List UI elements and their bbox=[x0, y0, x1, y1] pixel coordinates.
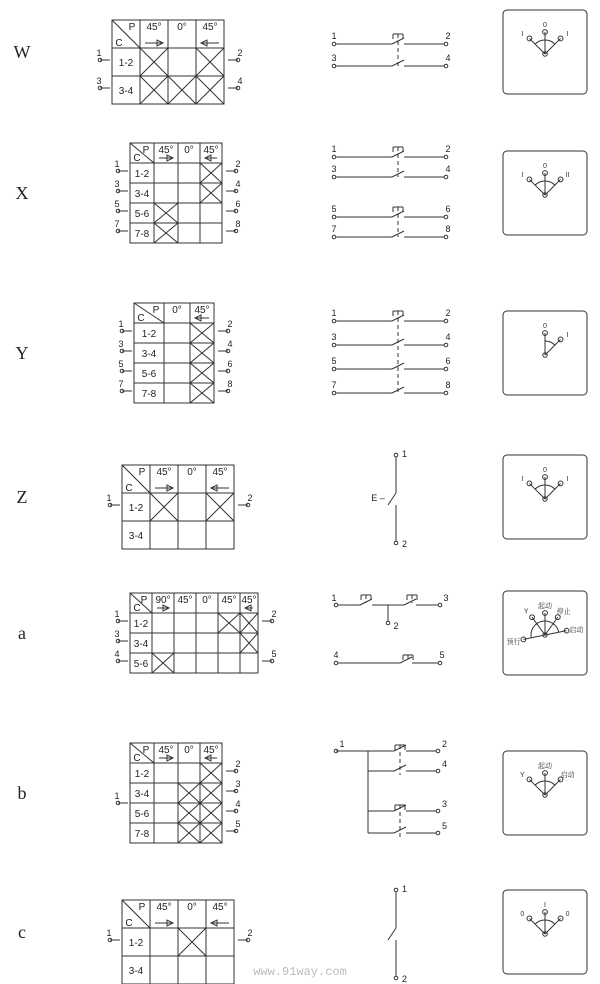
circuit-label: 3-4 bbox=[133, 639, 149, 650]
dial-position-label: 启动 bbox=[560, 771, 575, 779]
terminal-dot bbox=[332, 367, 336, 371]
angle-label: 45° bbox=[203, 745, 219, 756]
terminal-number: 2 bbox=[235, 759, 241, 769]
diagram-row-Z bbox=[17, 449, 588, 549]
terminal-number: 5 bbox=[118, 359, 124, 369]
header-c: C bbox=[125, 483, 133, 494]
terminal-number: 1 bbox=[331, 308, 337, 318]
terminal-number: 2 bbox=[227, 319, 233, 329]
terminal-number: 3 bbox=[331, 53, 337, 63]
terminal-dot bbox=[332, 64, 336, 68]
terminal-dot bbox=[444, 155, 448, 159]
terminal-number: 5 bbox=[235, 819, 241, 829]
header-p: P bbox=[140, 595, 148, 606]
terminal-dot bbox=[394, 888, 398, 892]
circuit-label: 5-6 bbox=[141, 369, 157, 380]
terminal-number: 3 bbox=[235, 779, 241, 789]
terminal-number: 1 bbox=[331, 31, 337, 41]
terminal-number: 1 bbox=[118, 319, 124, 329]
header-c: C bbox=[115, 38, 123, 49]
dial-position-label: 0 bbox=[565, 910, 570, 918]
terminal-number: 6 bbox=[227, 359, 233, 369]
terminal-dot bbox=[436, 831, 440, 835]
terminal-number: 2 bbox=[237, 48, 243, 58]
header-p: P bbox=[138, 467, 146, 478]
terminal-number: 7 bbox=[114, 219, 120, 229]
terminal-number: 5 bbox=[442, 821, 448, 831]
dial-arm bbox=[529, 918, 545, 934]
dial-position-label: I bbox=[566, 331, 569, 339]
terminal-number: 2 bbox=[247, 493, 253, 503]
header-c: C bbox=[133, 603, 141, 614]
dial-arm bbox=[523, 635, 545, 639]
angle-label: 45° bbox=[194, 305, 210, 316]
terminal-number: 4 bbox=[114, 649, 120, 659]
terminal-dot bbox=[394, 976, 398, 980]
dial-contact bbox=[527, 916, 532, 921]
circuit-label: 1-2 bbox=[134, 769, 150, 780]
angle-label: 45° bbox=[158, 745, 174, 756]
row-label: X bbox=[15, 183, 29, 203]
dial-position-label: Y bbox=[523, 608, 529, 616]
dial-arm bbox=[529, 179, 545, 195]
terminal-dot bbox=[394, 453, 398, 457]
angle-label: 45° bbox=[156, 467, 172, 478]
angle-label: 0° bbox=[172, 305, 182, 316]
dial-position-label: I bbox=[521, 171, 524, 179]
terminal-number: 4 bbox=[235, 799, 241, 809]
switch-blade bbox=[400, 657, 412, 663]
terminal-number: 3 bbox=[96, 76, 102, 86]
switch-blade bbox=[388, 493, 396, 505]
diagram-row-W bbox=[14, 10, 588, 104]
terminal-number: 3 bbox=[443, 593, 449, 603]
circuit-label: 3-4 bbox=[128, 531, 144, 542]
terminal-number: 2 bbox=[445, 308, 451, 318]
dial-position-label: 起动 bbox=[538, 603, 552, 610]
header-p: P bbox=[152, 305, 160, 316]
terminal-dot bbox=[444, 235, 448, 239]
header-c: C bbox=[133, 153, 141, 164]
circuit-label: 7-8 bbox=[141, 389, 157, 400]
circuit-label: 1-2 bbox=[134, 169, 150, 180]
circuit-label: 3-4 bbox=[118, 86, 134, 97]
dial-arm bbox=[545, 483, 561, 499]
dial-position-label: 启动 bbox=[569, 627, 584, 635]
terminal-number: 1 bbox=[339, 739, 345, 749]
dial-position-label: 0 bbox=[520, 910, 525, 918]
circuit-label: 1-2 bbox=[133, 619, 149, 630]
terminal-number: 1 bbox=[106, 493, 112, 503]
diagram-row-a bbox=[18, 591, 587, 675]
header-p: P bbox=[138, 902, 146, 913]
row-label: Z bbox=[16, 487, 28, 507]
dial-arm bbox=[545, 179, 561, 195]
terminal-number: 2 bbox=[402, 974, 408, 984]
terminal-number: 2 bbox=[402, 539, 408, 549]
terminal-number: 6 bbox=[445, 204, 451, 214]
terminal-number: 2 bbox=[271, 609, 277, 619]
terminal-number: 1 bbox=[106, 928, 112, 938]
terminal-number: 5 bbox=[439, 650, 445, 660]
terminal-number: 8 bbox=[235, 219, 241, 229]
terminal-dot bbox=[332, 155, 336, 159]
terminal-dot bbox=[332, 175, 336, 179]
terminal-number: 1 bbox=[114, 791, 120, 801]
header-c: C bbox=[137, 313, 145, 324]
terminal-number: 8 bbox=[445, 380, 451, 390]
terminal-dot bbox=[438, 661, 442, 665]
circuit-label: 5-6 bbox=[133, 659, 149, 670]
terminal-number: 4 bbox=[333, 650, 339, 660]
dial-contact bbox=[527, 36, 532, 41]
terminal-number: 7 bbox=[331, 380, 337, 390]
terminal-dot bbox=[334, 603, 338, 607]
terminal-number: 5 bbox=[331, 204, 337, 214]
row-label: a bbox=[18, 623, 26, 643]
angle-label: 45° bbox=[241, 595, 257, 606]
terminal-dot bbox=[332, 391, 336, 395]
terminal-dot bbox=[436, 769, 440, 773]
terminal-number: 3 bbox=[114, 629, 120, 639]
circuit-label: 1-2 bbox=[118, 58, 134, 69]
dial-arm bbox=[545, 38, 561, 54]
circuit-label: 3-4 bbox=[134, 189, 150, 200]
terminal-dot bbox=[444, 391, 448, 395]
dial-position-label: I bbox=[521, 475, 524, 483]
dial-position-label: 0 bbox=[543, 467, 547, 474]
terminal-number: 5 bbox=[114, 199, 120, 209]
header-p: P bbox=[142, 145, 150, 156]
terminal-number: 3 bbox=[114, 179, 120, 189]
dial-position-label: 0 bbox=[543, 22, 547, 29]
terminal-dot bbox=[444, 215, 448, 219]
angle-label: 45° bbox=[221, 595, 237, 606]
dial-contact bbox=[527, 177, 532, 182]
dial-position-label: 0 bbox=[543, 323, 547, 330]
diagram-row-b bbox=[18, 739, 588, 843]
terminal-number: 1 bbox=[96, 48, 102, 58]
circuit-label: 3-4 bbox=[134, 789, 150, 800]
angle-label: 0° bbox=[177, 22, 187, 33]
terminal-number: 4 bbox=[237, 76, 243, 86]
dial-position-label: 0 bbox=[543, 163, 547, 170]
terminal-dot bbox=[444, 367, 448, 371]
circuit-label: 7-8 bbox=[134, 229, 150, 240]
angle-label: 45° bbox=[158, 145, 174, 156]
dial-arm bbox=[529, 483, 545, 499]
dial-position-label: I bbox=[566, 30, 569, 38]
terminal-number: 1 bbox=[402, 449, 408, 459]
diagram-row-Y bbox=[16, 303, 588, 403]
dial-arm bbox=[545, 339, 561, 355]
terminal-number: 5 bbox=[271, 649, 277, 659]
angle-label: 45° bbox=[212, 467, 228, 478]
angle-label: 45° bbox=[146, 22, 162, 33]
angle-label: 0° bbox=[187, 467, 197, 478]
terminal-number: 7 bbox=[118, 379, 124, 389]
diagram-row-X bbox=[16, 143, 588, 243]
row-label: W bbox=[13, 42, 31, 62]
row-label: b bbox=[17, 783, 27, 803]
circuit-label: 5-6 bbox=[134, 809, 150, 820]
terminal-number: 2 bbox=[445, 31, 451, 41]
switch-blade bbox=[404, 599, 416, 605]
terminal-dot bbox=[332, 319, 336, 323]
switch-mark: E – bbox=[371, 493, 385, 503]
circuit-label: 7-8 bbox=[134, 829, 150, 840]
terminal-number: 3 bbox=[331, 164, 337, 174]
terminal-number: 7 bbox=[331, 224, 337, 234]
switch-blade bbox=[388, 928, 396, 940]
terminal-dot bbox=[436, 749, 440, 753]
terminal-number: 4 bbox=[227, 339, 233, 349]
terminal-number: 4 bbox=[445, 332, 451, 342]
row-label: Y bbox=[15, 343, 29, 363]
angle-label: 0° bbox=[184, 145, 194, 156]
terminal-dot bbox=[436, 809, 440, 813]
terminal-number: 4 bbox=[442, 759, 448, 769]
terminal-dot bbox=[444, 343, 448, 347]
terminal-dot bbox=[394, 541, 398, 545]
terminal-number: 4 bbox=[445, 164, 451, 174]
header-c: C bbox=[125, 918, 133, 929]
terminal-dot bbox=[444, 319, 448, 323]
angle-label: 0° bbox=[184, 745, 194, 756]
terminal-number: 3 bbox=[442, 799, 448, 809]
angle-label: 90° bbox=[155, 595, 171, 606]
angle-label: 45° bbox=[203, 145, 219, 156]
watermark-text: www.91way.com bbox=[253, 965, 347, 979]
circuit-label: 5-6 bbox=[134, 209, 150, 220]
terminal-dot bbox=[332, 343, 336, 347]
angle-label: 45° bbox=[212, 902, 228, 913]
circuit-label: 3-4 bbox=[128, 966, 144, 977]
terminal-dot bbox=[444, 175, 448, 179]
terminal-dot bbox=[444, 42, 448, 46]
terminal-number: 3 bbox=[118, 339, 124, 349]
terminal-number: 2 bbox=[247, 928, 253, 938]
terminal-number: 2 bbox=[235, 159, 241, 169]
terminal-number: 1 bbox=[114, 609, 120, 619]
dial-position-label: 预行 bbox=[506, 638, 521, 646]
dial-arm bbox=[545, 918, 561, 934]
terminal-number: 3 bbox=[331, 332, 337, 342]
terminal-dot bbox=[332, 215, 336, 219]
angle-label: 45° bbox=[202, 22, 218, 33]
dial-position-label: II bbox=[565, 171, 570, 179]
terminal-number: 1 bbox=[331, 593, 337, 603]
dial-arm bbox=[545, 779, 561, 795]
terminal-dot bbox=[386, 621, 390, 625]
terminal-number: 6 bbox=[235, 199, 241, 209]
dial-contact bbox=[527, 777, 532, 782]
circuit-label: 1-2 bbox=[128, 503, 144, 514]
row-label: c bbox=[18, 922, 26, 942]
terminal-dot bbox=[438, 603, 442, 607]
dial-position-label: I bbox=[544, 902, 546, 909]
dial-travel-arc bbox=[545, 341, 555, 345]
dial-contact bbox=[527, 481, 532, 486]
angle-label: 0° bbox=[202, 595, 212, 606]
terminal-dot bbox=[332, 42, 336, 46]
circuit-label: 3-4 bbox=[141, 349, 157, 360]
dial-position-label: Y bbox=[520, 771, 525, 779]
terminal-dot bbox=[444, 64, 448, 68]
terminal-number: 2 bbox=[393, 621, 399, 631]
header-p: P bbox=[142, 745, 150, 756]
terminal-dot bbox=[334, 661, 338, 665]
terminal-number: 1 bbox=[331, 144, 337, 154]
dial-position-label: I bbox=[566, 475, 569, 483]
circuit-label: 1-2 bbox=[128, 938, 144, 949]
angle-label: 45° bbox=[177, 595, 193, 606]
terminal-number: 6 bbox=[445, 356, 451, 366]
terminal-dot bbox=[332, 235, 336, 239]
angle-label: 45° bbox=[156, 902, 172, 913]
dial-position-label: I bbox=[521, 30, 524, 38]
terminal-number: 4 bbox=[445, 53, 451, 63]
terminal-number: 2 bbox=[442, 739, 448, 749]
terminal-number: 5 bbox=[331, 356, 337, 366]
circuit-label: 1-2 bbox=[141, 329, 157, 340]
terminal-number: 8 bbox=[227, 379, 233, 389]
terminal-number: 4 bbox=[235, 179, 241, 189]
dial-position-label: 起动 bbox=[538, 763, 552, 770]
terminal-number: 8 bbox=[445, 224, 451, 234]
terminal-number: 1 bbox=[402, 884, 408, 894]
header-p: P bbox=[128, 22, 136, 33]
dial-contact bbox=[530, 615, 535, 620]
dial-position-label: 停止 bbox=[556, 608, 571, 616]
terminal-number: 1 bbox=[114, 159, 120, 169]
dial-arm bbox=[529, 779, 545, 795]
terminal-number: 2 bbox=[445, 144, 451, 154]
angle-label: 0° bbox=[187, 902, 197, 913]
dial-arm bbox=[529, 38, 545, 54]
header-c: C bbox=[133, 753, 141, 764]
